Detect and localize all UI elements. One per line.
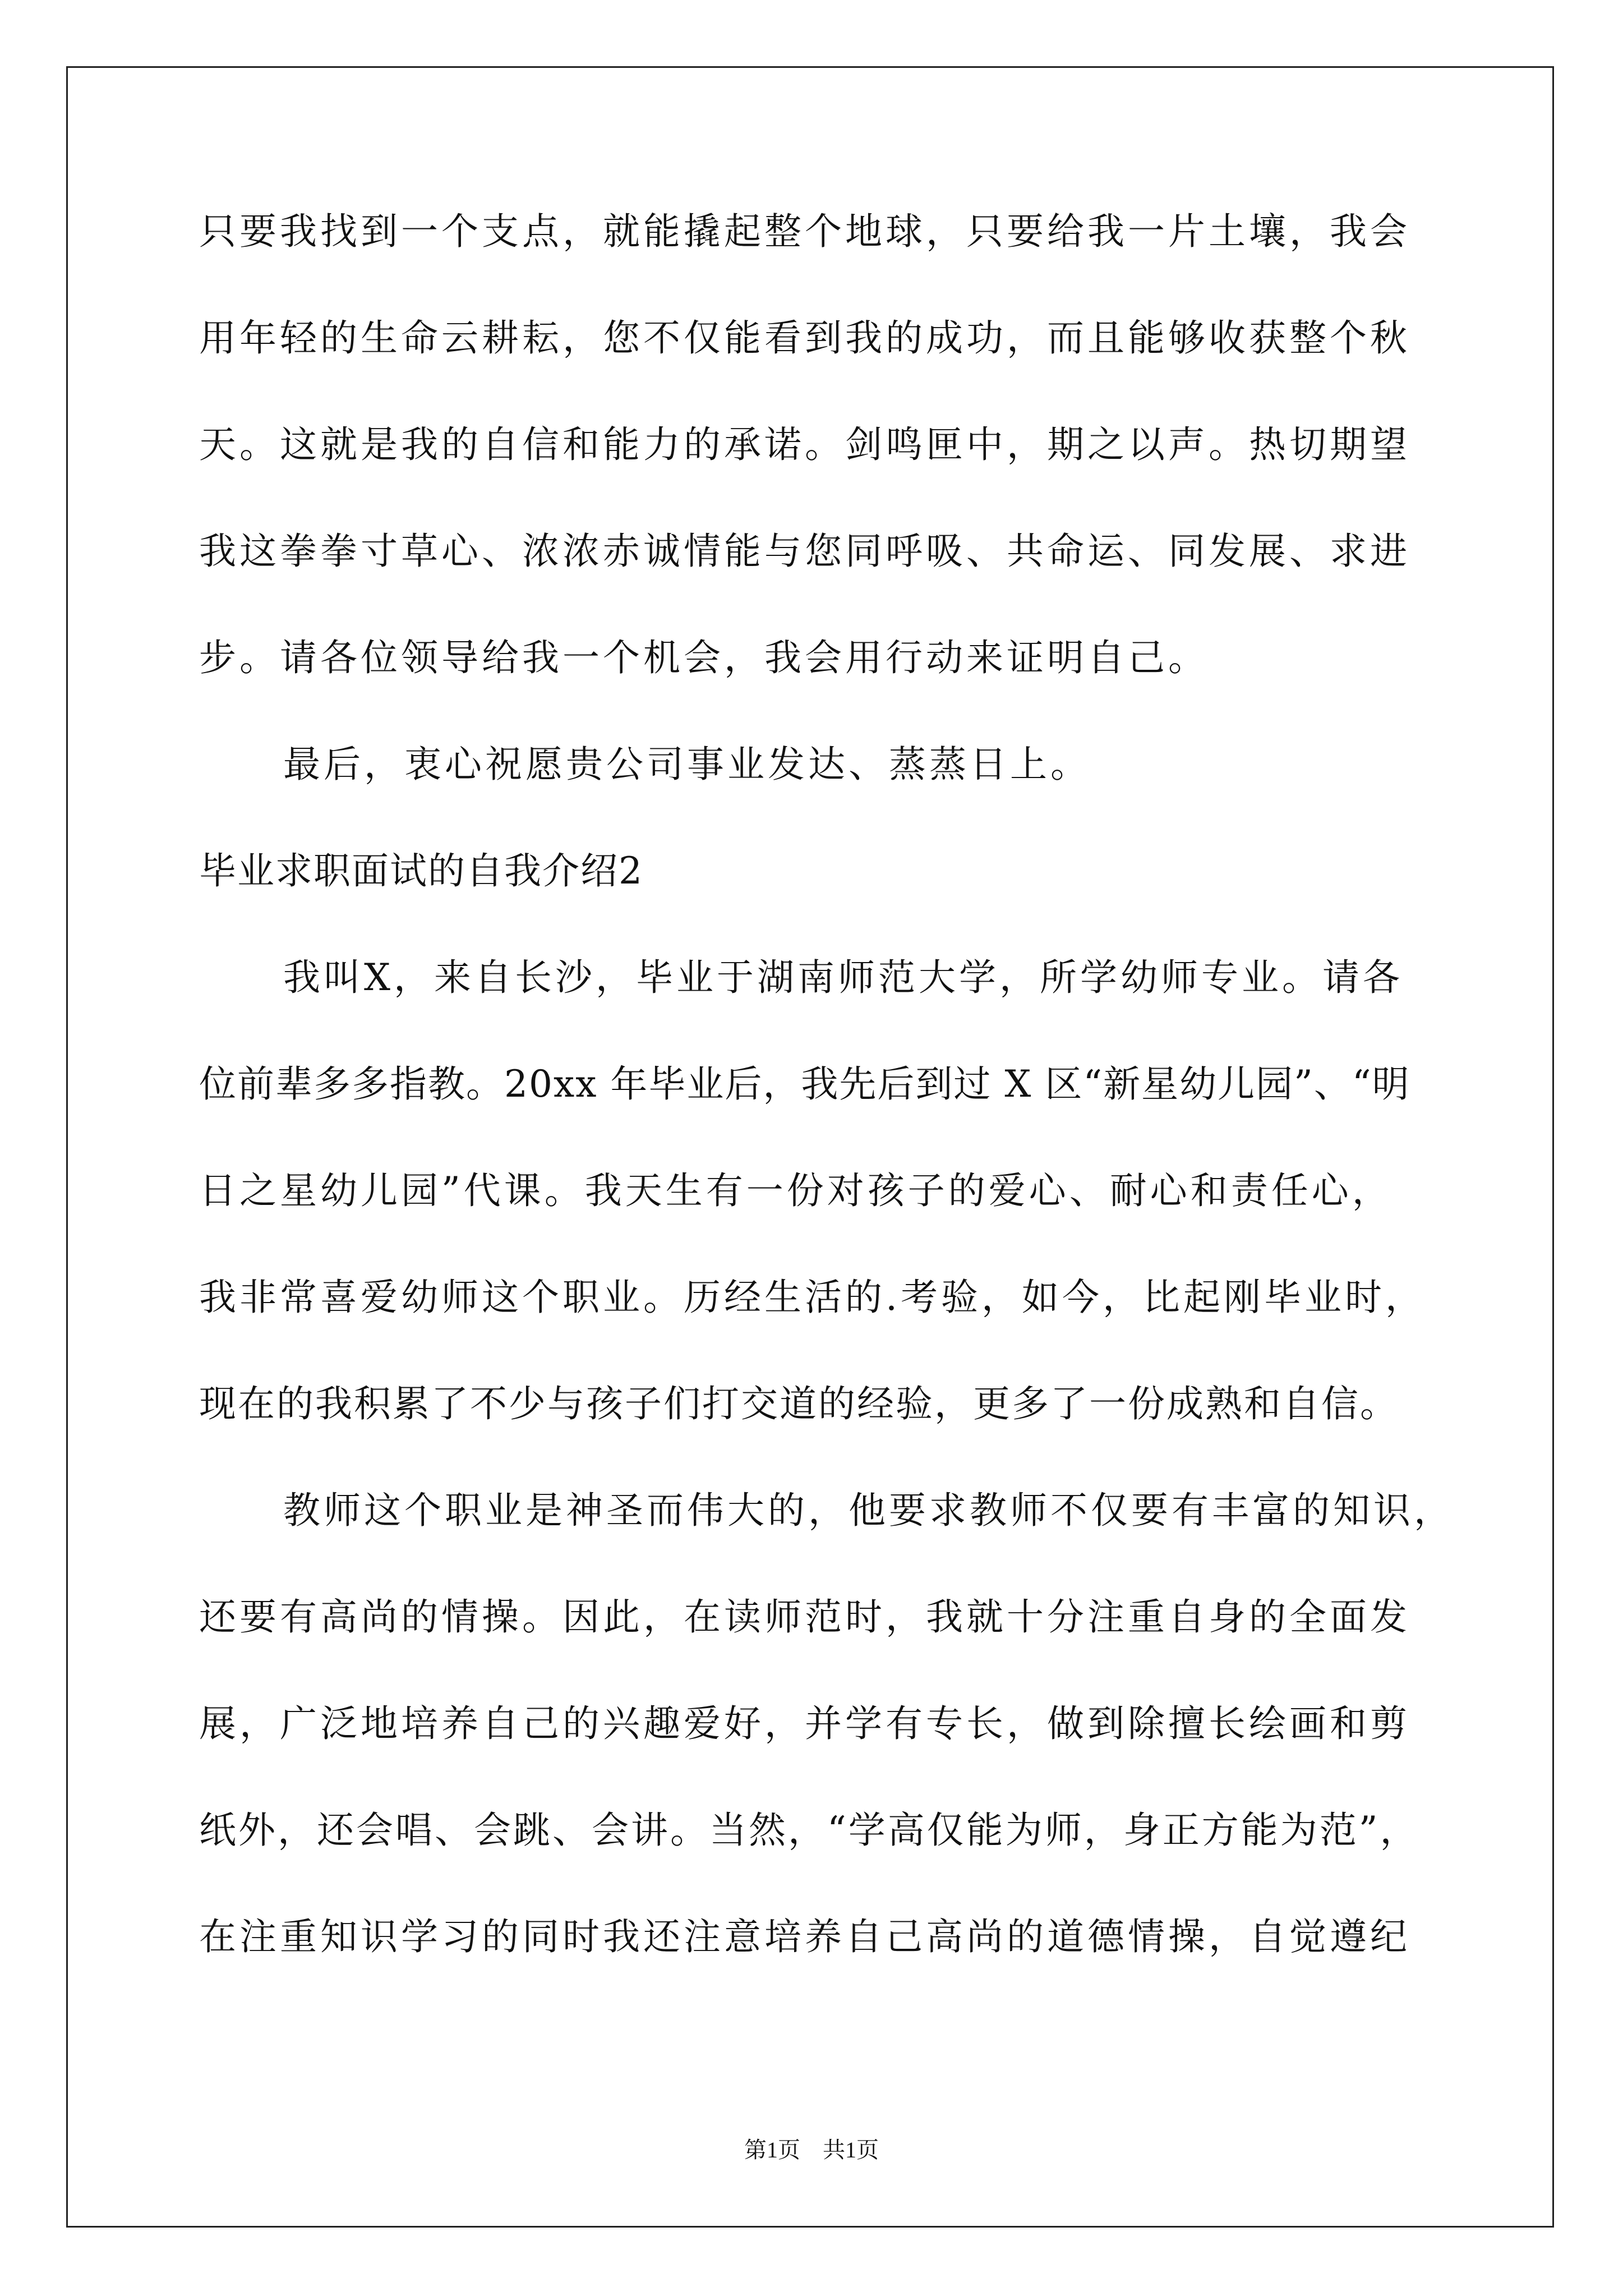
text-line: 天。这就是我的自信和能力的承诺。剑鸣匣中，期之以声。热切期望 (199, 423, 1410, 466)
text-line: 我这拳拳寸草心、浓浓赤诚情能与您同呼吸、共命运、同发展、求进 (199, 530, 1410, 573)
page-border (66, 66, 1554, 2228)
section-heading: 毕业求职面试的自我介绍2 (199, 849, 643, 892)
text-line: 日之星幼儿园”代课。我天生有一份对孩子的爱心、耐心和责任心， (199, 1169, 1393, 1212)
text-line: 步。请各位领导给我一个机会，我会用行动来证明自己。 (199, 636, 1209, 679)
page-footer (0, 2136, 1623, 2164)
text-line: 只要我找到一个支点，就能撬起整个地球，只要给我一片土壤，我会 (199, 210, 1410, 253)
text-line: 我非常喜爱幼师这个职业。历经生活的.考验，如今，比起刚毕业时， (199, 1276, 1426, 1319)
text-line: 位前辈多多指教。20xx 年毕业后，我先后到过 X 区“新星幼儿园”、“明 (199, 1062, 1410, 1106)
text-line: 教师这个职业是神圣而伟大的，他要求教师不仅要有丰富的知识， (283, 1489, 1454, 1532)
text-line: 现在的我积累了不少与孩子们打交道的经验，更多了一份成熟和自信。 (199, 1382, 1399, 1425)
text-line: 展，广泛地培养自己的兴趣爱好，并学有专长，做到除擅长绘画和剪 (199, 1702, 1410, 1745)
text-line: 纸外，还会唱、会跳、会讲。当然，“学高仅能为师，身正方能为范”， (199, 1809, 1419, 1852)
text-line: 用年轻的生命云耕耘，您不仅能看到我的成功，而且能够收获整个秋 (199, 316, 1410, 360)
text-line: 我叫X，来自长沙，毕业于湖南师范大学，所学幼师专业。请各 (283, 956, 1403, 999)
text-line: 在注重知识学习的同时我还注意培养自己高尚的道德情操，自觉遵纪 (199, 1915, 1410, 1958)
text-line: 最后，衷心祝愿贵公司事业发达、蒸蒸日上。 (283, 743, 1091, 786)
page-total: 共1页 (823, 2137, 879, 2162)
page-number: 第1页 (744, 2137, 800, 2162)
text-line: 还要有高尚的情操。因此，在读师范时，我就十分注重自身的全面发 (199, 1595, 1410, 1639)
